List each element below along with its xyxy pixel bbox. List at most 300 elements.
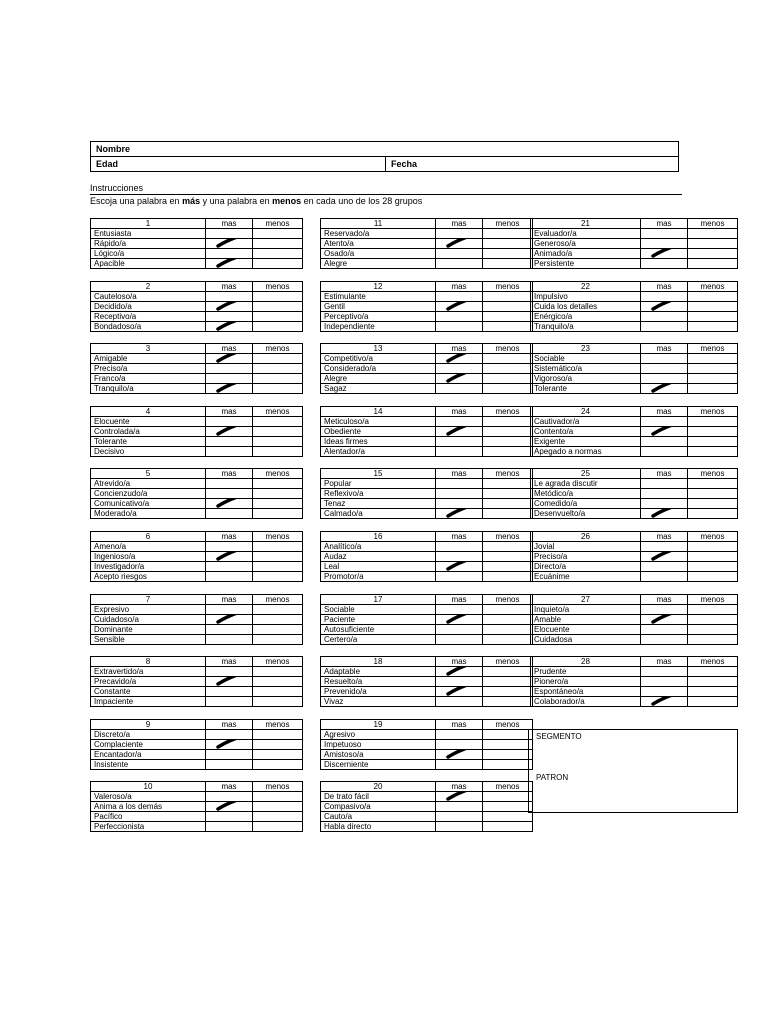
- menos-checkbox[interactable]: [483, 384, 533, 394]
- word-row: [531, 499, 738, 509]
- menos-checkbox[interactable]: [483, 687, 533, 697]
- menos-checkbox[interactable]: [253, 615, 303, 625]
- mas-checkbox[interactable]: [641, 489, 688, 499]
- mas-checkbox[interactable]: [641, 437, 688, 447]
- menos-checkbox[interactable]: [688, 384, 738, 394]
- word-label: Tenaz: [321, 499, 436, 509]
- mas-checkbox[interactable]: [206, 572, 253, 582]
- menos-checkbox[interactable]: [253, 312, 303, 322]
- menos-checkbox[interactable]: [253, 364, 303, 374]
- mas-checkbox[interactable]: [436, 572, 483, 582]
- menos-checkbox[interactable]: [253, 812, 303, 822]
- mas-checkbox[interactable]: [436, 239, 483, 249]
- mas-checkbox[interactable]: [641, 635, 688, 645]
- word-label: Perceptivo/a: [321, 312, 436, 322]
- word-label: Moderado/a: [91, 509, 206, 519]
- menos-checkbox[interactable]: [253, 697, 303, 707]
- mas-column-header: mas: [206, 782, 253, 792]
- mas-column-header: mas: [206, 720, 253, 730]
- menos-checkbox[interactable]: [253, 792, 303, 802]
- menos-checkbox[interactable]: [253, 447, 303, 457]
- mas-checkbox[interactable]: [641, 292, 688, 302]
- menos-checkbox[interactable]: [253, 437, 303, 447]
- mas-checkbox[interactable]: [206, 259, 253, 269]
- mas-checkbox[interactable]: [436, 364, 483, 374]
- menos-checkbox[interactable]: [253, 239, 303, 249]
- mas-checkbox[interactable]: [206, 697, 253, 707]
- word-label: Cuidadosa: [531, 635, 641, 645]
- menos-checkbox[interactable]: [688, 667, 738, 677]
- mas-checkbox[interactable]: [436, 812, 483, 822]
- pen-mark-icon: [440, 667, 476, 677]
- menos-checkbox[interactable]: [688, 489, 738, 499]
- menos-checkbox[interactable]: [688, 635, 738, 645]
- menos-checkbox[interactable]: [253, 229, 303, 239]
- fecha-field[interactable]: [386, 157, 679, 172]
- menos-checkbox[interactable]: [483, 489, 533, 499]
- word-row: [91, 572, 303, 582]
- menos-checkbox[interactable]: [253, 760, 303, 770]
- menos-checkbox[interactable]: [483, 499, 533, 509]
- menos-checkbox[interactable]: [253, 374, 303, 384]
- mas-checkbox[interactable]: [641, 667, 688, 677]
- mas-checkbox[interactable]: [206, 417, 253, 427]
- mas-checkbox[interactable]: [641, 249, 688, 259]
- mas-checkbox[interactable]: [206, 499, 253, 509]
- mas-column-header: mas: [436, 344, 483, 354]
- mas-checkbox[interactable]: [436, 312, 483, 322]
- mas-checkbox[interactable]: [436, 437, 483, 447]
- menos-checkbox[interactable]: [253, 322, 303, 332]
- menos-checkbox[interactable]: [688, 364, 738, 374]
- menos-checkbox[interactable]: [253, 509, 303, 519]
- menos-checkbox[interactable]: [688, 437, 738, 447]
- mas-checkbox[interactable]: [436, 822, 483, 832]
- menos-checkbox[interactable]: [483, 677, 533, 687]
- mas-checkbox[interactable]: [436, 760, 483, 770]
- menos-checkbox[interactable]: [483, 697, 533, 707]
- menos-checkbox[interactable]: [483, 605, 533, 615]
- word-label: Atento/a: [321, 239, 436, 249]
- menos-checkbox[interactable]: [253, 427, 303, 437]
- mas-checkbox[interactable]: [206, 374, 253, 384]
- menos-checkbox[interactable]: [688, 312, 738, 322]
- mas-checkbox[interactable]: [641, 479, 688, 489]
- pen-mark-icon: [210, 677, 246, 687]
- menos-column-header: menos: [253, 595, 303, 605]
- menos-column-header: menos: [688, 469, 738, 479]
- mas-checkbox[interactable]: [436, 354, 483, 364]
- menos-checkbox[interactable]: [253, 479, 303, 489]
- word-row: [321, 802, 533, 812]
- word-label: Sensible: [91, 635, 206, 645]
- group-number: 6: [91, 532, 206, 542]
- word-row: [531, 322, 738, 332]
- mas-checkbox[interactable]: [206, 635, 253, 645]
- menos-checkbox[interactable]: [688, 374, 738, 384]
- menos-checkbox[interactable]: [253, 249, 303, 259]
- mas-checkbox[interactable]: [206, 249, 253, 259]
- pen-mark-icon: [210, 552, 246, 562]
- mas-checkbox[interactable]: [436, 615, 483, 625]
- menos-checkbox[interactable]: [253, 499, 303, 509]
- mas-checkbox[interactable]: [641, 384, 688, 394]
- menos-checkbox[interactable]: [688, 479, 738, 489]
- mas-column-header: mas: [641, 282, 688, 292]
- mas-checkbox[interactable]: [641, 447, 688, 457]
- word-group: [320, 218, 533, 269]
- mas-checkbox[interactable]: [436, 302, 483, 312]
- mas-checkbox[interactable]: [436, 479, 483, 489]
- menos-checkbox[interactable]: [483, 292, 533, 302]
- mas-checkbox[interactable]: [641, 374, 688, 384]
- menos-checkbox[interactable]: [253, 552, 303, 562]
- word-row: [321, 364, 533, 374]
- menos-checkbox[interactable]: [483, 479, 533, 489]
- word-row: [531, 542, 738, 552]
- mas-checkbox[interactable]: [641, 625, 688, 635]
- menos-checkbox[interactable]: [483, 822, 533, 832]
- word-group: [320, 719, 533, 770]
- word-label: Contento/a: [531, 427, 641, 437]
- menos-checkbox[interactable]: [688, 354, 738, 364]
- menos-column-header: menos: [688, 219, 738, 229]
- word-row: [91, 605, 303, 615]
- mas-checkbox[interactable]: [436, 625, 483, 635]
- mas-checkbox[interactable]: [206, 730, 253, 740]
- menos-checkbox[interactable]: [483, 354, 533, 364]
- mas-checkbox[interactable]: [436, 605, 483, 615]
- word-group: [530, 218, 738, 269]
- menos-checkbox[interactable]: [483, 572, 533, 582]
- group-number: 26: [531, 532, 641, 542]
- menos-checkbox[interactable]: [483, 259, 533, 269]
- mas-checkbox[interactable]: [206, 384, 253, 394]
- menos-checkbox[interactable]: [483, 542, 533, 552]
- menos-checkbox[interactable]: [483, 802, 533, 812]
- word-row: [91, 542, 303, 552]
- mas-checkbox[interactable]: [436, 374, 483, 384]
- instructions-menos-word: menos: [272, 196, 302, 206]
- word-row: [321, 229, 533, 239]
- mas-column-header: mas: [641, 595, 688, 605]
- menos-checkbox[interactable]: [688, 687, 738, 697]
- word-row: [321, 322, 533, 332]
- menos-checkbox[interactable]: [688, 249, 738, 259]
- nombre-field[interactable]: [91, 142, 679, 157]
- mas-checkbox[interactable]: [641, 677, 688, 687]
- mas-checkbox[interactable]: [641, 322, 688, 332]
- mas-column-header: mas: [436, 782, 483, 792]
- mas-checkbox[interactable]: [436, 509, 483, 519]
- menos-checkbox[interactable]: [253, 302, 303, 312]
- menos-checkbox[interactable]: [483, 740, 533, 750]
- word-group: [320, 656, 533, 707]
- menos-checkbox[interactable]: [253, 822, 303, 832]
- menos-checkbox[interactable]: [483, 427, 533, 437]
- mas-checkbox[interactable]: [206, 552, 253, 562]
- menos-column-header: menos: [483, 282, 533, 292]
- menos-checkbox[interactable]: [483, 249, 533, 259]
- menos-checkbox[interactable]: [688, 447, 738, 457]
- menos-checkbox[interactable]: [688, 322, 738, 332]
- menos-checkbox[interactable]: [483, 437, 533, 447]
- menos-checkbox[interactable]: [483, 229, 533, 239]
- pen-mark-icon: [440, 427, 476, 437]
- mas-checkbox[interactable]: [206, 822, 253, 832]
- menos-checkbox[interactable]: [253, 384, 303, 394]
- mas-checkbox[interactable]: [436, 635, 483, 645]
- mas-checkbox[interactable]: [641, 697, 688, 707]
- menos-checkbox[interactable]: [253, 750, 303, 760]
- menos-checkbox[interactable]: [253, 677, 303, 687]
- mas-checkbox[interactable]: [206, 364, 253, 374]
- menos-checkbox[interactable]: [483, 760, 533, 770]
- mas-checkbox[interactable]: [206, 812, 253, 822]
- mas-checkbox[interactable]: [436, 384, 483, 394]
- mas-checkbox[interactable]: [206, 292, 253, 302]
- mas-checkbox[interactable]: [436, 322, 483, 332]
- mas-checkbox[interactable]: [436, 677, 483, 687]
- mas-checkbox[interactable]: [206, 740, 253, 750]
- mas-checkbox[interactable]: [206, 677, 253, 687]
- mas-checkbox[interactable]: [641, 509, 688, 519]
- mas-checkbox[interactable]: [206, 562, 253, 572]
- mas-checkbox[interactable]: [436, 229, 483, 239]
- word-row: [321, 750, 533, 760]
- menos-checkbox[interactable]: [253, 625, 303, 635]
- menos-checkbox[interactable]: [253, 687, 303, 697]
- group-number: 23: [531, 344, 641, 354]
- menos-checkbox[interactable]: [688, 697, 738, 707]
- mas-checkbox[interactable]: [206, 354, 253, 364]
- word-label: Vivaz: [321, 697, 436, 707]
- word-row: [91, 740, 303, 750]
- mas-checkbox[interactable]: [206, 479, 253, 489]
- mas-checkbox[interactable]: [436, 792, 483, 802]
- word-label: Resuelto/a: [321, 677, 436, 687]
- menos-checkbox[interactable]: [483, 509, 533, 519]
- mas-checkbox[interactable]: [206, 302, 253, 312]
- mas-checkbox[interactable]: [206, 792, 253, 802]
- menos-checkbox[interactable]: [483, 239, 533, 249]
- word-label: Expresivo: [91, 605, 206, 615]
- word-row: [91, 302, 303, 312]
- mas-checkbox[interactable]: [641, 229, 688, 239]
- word-row: [531, 374, 738, 384]
- group-number: 3: [91, 344, 206, 354]
- mas-checkbox[interactable]: [641, 354, 688, 364]
- menos-checkbox[interactable]: [688, 509, 738, 519]
- word-row: [321, 259, 533, 269]
- mas-checkbox[interactable]: [206, 322, 253, 332]
- mas-checkbox[interactable]: [641, 562, 688, 572]
- menos-checkbox[interactable]: [253, 292, 303, 302]
- menos-checkbox[interactable]: [253, 542, 303, 552]
- menos-checkbox[interactable]: [688, 677, 738, 687]
- word-label: Animado/a: [531, 249, 641, 259]
- mas-checkbox[interactable]: [436, 259, 483, 269]
- mas-checkbox[interactable]: [641, 572, 688, 582]
- mas-checkbox[interactable]: [206, 239, 253, 249]
- menos-checkbox[interactable]: [688, 229, 738, 239]
- menos-column-header: menos: [253, 469, 303, 479]
- pen-mark-icon: [210, 259, 246, 269]
- mas-checkbox[interactable]: [436, 562, 483, 572]
- menos-column-header: menos: [483, 657, 533, 667]
- menos-checkbox[interactable]: [483, 562, 533, 572]
- word-row: [321, 249, 533, 259]
- mas-checkbox[interactable]: [206, 427, 253, 437]
- mas-checkbox[interactable]: [206, 229, 253, 239]
- mas-checkbox[interactable]: [436, 802, 483, 812]
- mas-checkbox[interactable]: [641, 687, 688, 697]
- mas-checkbox[interactable]: [206, 312, 253, 322]
- mas-checkbox[interactable]: [206, 447, 253, 457]
- menos-checkbox[interactable]: [483, 374, 533, 384]
- mas-checkbox[interactable]: [436, 750, 483, 760]
- mas-checkbox[interactable]: [206, 687, 253, 697]
- menos-checkbox[interactable]: [688, 499, 738, 509]
- mas-checkbox[interactable]: [641, 542, 688, 552]
- mas-checkbox[interactable]: [641, 605, 688, 615]
- mas-checkbox[interactable]: [436, 447, 483, 457]
- menos-checkbox[interactable]: [253, 354, 303, 364]
- menos-checkbox[interactable]: [483, 322, 533, 332]
- menos-checkbox[interactable]: [483, 812, 533, 822]
- mas-column-header: mas: [206, 219, 253, 229]
- group-number: 15: [321, 469, 436, 479]
- word-label: Cuidadoso/a: [91, 615, 206, 625]
- word-label: Receptivo/a: [91, 312, 206, 322]
- word-row: [91, 615, 303, 625]
- menos-checkbox[interactable]: [253, 635, 303, 645]
- mas-checkbox[interactable]: [206, 509, 253, 519]
- menos-checkbox[interactable]: [688, 552, 738, 562]
- menos-checkbox[interactable]: [483, 364, 533, 374]
- word-row: [321, 509, 533, 519]
- mas-checkbox[interactable]: [436, 697, 483, 707]
- menos-checkbox[interactable]: [688, 302, 738, 312]
- mas-checkbox[interactable]: [641, 499, 688, 509]
- mas-checkbox[interactable]: [436, 417, 483, 427]
- menos-checkbox[interactable]: [688, 572, 738, 582]
- mas-checkbox[interactable]: [436, 427, 483, 437]
- menos-checkbox[interactable]: [483, 667, 533, 677]
- menos-checkbox[interactable]: [253, 740, 303, 750]
- mas-checkbox[interactable]: [206, 802, 253, 812]
- menos-checkbox[interactable]: [483, 635, 533, 645]
- mas-checkbox[interactable]: [641, 312, 688, 322]
- menos-checkbox[interactable]: [253, 417, 303, 427]
- group-number: 1: [91, 219, 206, 229]
- mas-checkbox[interactable]: [641, 239, 688, 249]
- word-group: [90, 656, 303, 707]
- word-row: [91, 552, 303, 562]
- menos-checkbox[interactable]: [483, 750, 533, 760]
- mas-checkbox[interactable]: [436, 667, 483, 677]
- menos-checkbox[interactable]: [483, 552, 533, 562]
- menos-checkbox[interactable]: [483, 730, 533, 740]
- menos-checkbox[interactable]: [253, 605, 303, 615]
- word-row: [91, 625, 303, 635]
- mas-checkbox[interactable]: [436, 499, 483, 509]
- mas-checkbox[interactable]: [206, 615, 253, 625]
- mas-checkbox[interactable]: [436, 740, 483, 750]
- mas-checkbox[interactable]: [641, 615, 688, 625]
- mas-checkbox[interactable]: [206, 625, 253, 635]
- mas-checkbox[interactable]: [641, 259, 688, 269]
- mas-checkbox[interactable]: [206, 437, 253, 447]
- mas-checkbox[interactable]: [206, 750, 253, 760]
- mas-checkbox[interactable]: [641, 427, 688, 437]
- mas-checkbox[interactable]: [436, 730, 483, 740]
- menos-checkbox[interactable]: [253, 730, 303, 740]
- word-group: [530, 281, 738, 332]
- menos-checkbox[interactable]: [483, 792, 533, 802]
- menos-checkbox[interactable]: [688, 292, 738, 302]
- menos-checkbox[interactable]: [253, 802, 303, 812]
- menos-checkbox[interactable]: [688, 605, 738, 615]
- mas-checkbox[interactable]: [436, 542, 483, 552]
- mas-checkbox[interactable]: [206, 760, 253, 770]
- menos-checkbox[interactable]: [483, 615, 533, 625]
- mas-checkbox[interactable]: [641, 552, 688, 562]
- menos-checkbox[interactable]: [253, 667, 303, 677]
- menos-checkbox[interactable]: [483, 447, 533, 457]
- word-label: Osado/a: [321, 249, 436, 259]
- mas-checkbox[interactable]: [641, 302, 688, 312]
- menos-checkbox[interactable]: [483, 312, 533, 322]
- mas-checkbox[interactable]: [206, 605, 253, 615]
- mas-checkbox[interactable]: [206, 489, 253, 499]
- menos-checkbox[interactable]: [253, 259, 303, 269]
- menos-checkbox[interactable]: [688, 615, 738, 625]
- menos-checkbox[interactable]: [688, 427, 738, 437]
- word-label: Comedido/a: [531, 499, 641, 509]
- menos-checkbox[interactable]: [688, 542, 738, 552]
- mas-checkbox[interactable]: [436, 552, 483, 562]
- word-label: Dominante: [91, 625, 206, 635]
- menos-checkbox[interactable]: [253, 572, 303, 582]
- word-label: Leal: [321, 562, 436, 572]
- edad-field[interactable]: [91, 157, 386, 172]
- mas-checkbox[interactable]: [436, 249, 483, 259]
- mas-checkbox[interactable]: [641, 417, 688, 427]
- menos-checkbox[interactable]: [688, 239, 738, 249]
- menos-checkbox[interactable]: [253, 562, 303, 572]
- menos-checkbox[interactable]: [688, 562, 738, 572]
- menos-checkbox[interactable]: [483, 625, 533, 635]
- mas-checkbox[interactable]: [436, 687, 483, 697]
- segment-pattern-box[interactable]: [528, 729, 738, 813]
- menos-checkbox[interactable]: [688, 259, 738, 269]
- mas-checkbox[interactable]: [206, 667, 253, 677]
- menos-checkbox[interactable]: [483, 302, 533, 312]
- menos-checkbox[interactable]: [483, 417, 533, 427]
- word-label: Certero/a: [321, 635, 436, 645]
- word-label: Controlada/a: [91, 427, 206, 437]
- menos-checkbox[interactable]: [688, 625, 738, 635]
- mas-checkbox[interactable]: [436, 292, 483, 302]
- mas-checkbox[interactable]: [206, 542, 253, 552]
- mas-checkbox[interactable]: [436, 489, 483, 499]
- menos-checkbox[interactable]: [253, 489, 303, 499]
- menos-checkbox[interactable]: [688, 417, 738, 427]
- word-label: De trato fácil: [321, 792, 436, 802]
- mas-checkbox[interactable]: [641, 364, 688, 374]
- pen-mark-icon: [210, 354, 246, 364]
